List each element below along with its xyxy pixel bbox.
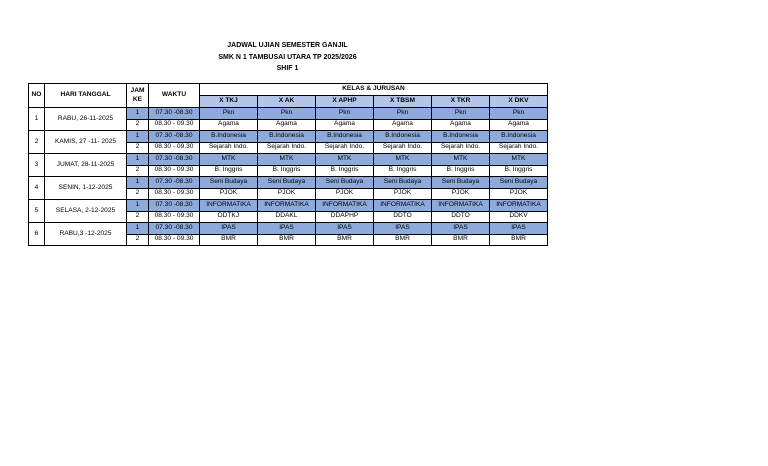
col-header-jam xyxy=(127,84,149,108)
subject-cell: MTK xyxy=(432,154,490,166)
subject-cell: Agama xyxy=(200,119,258,131)
subject-cell: B. Inggris xyxy=(200,165,258,177)
subject-cell: BMR xyxy=(316,234,374,246)
subject-cell: DDAPHP xyxy=(316,211,374,223)
subject-cell: Sejarah Indo. xyxy=(258,142,316,154)
subject-cell: Pkn xyxy=(316,108,374,120)
subject-cell: INFORMATIKA xyxy=(200,200,258,212)
subject-cell: MTK xyxy=(258,154,316,166)
session-time-cell: 07.30 -08.30 xyxy=(149,177,200,189)
subject-cell: INFORMATIKA xyxy=(258,200,316,212)
day-date-cell: RABU, 26-11-2025 xyxy=(45,108,127,131)
day-date-cell: SENIN, 1-12-2025 xyxy=(45,177,127,200)
subject-cell: MTK xyxy=(200,154,258,166)
subject-cell: INFORMATIKA xyxy=(316,200,374,212)
subject-cell: Seni Budaya xyxy=(490,177,548,189)
subject-cell: B.Indonesia xyxy=(374,131,432,143)
subject-cell: Agama xyxy=(316,119,374,131)
subject-cell: Seni Budaya xyxy=(432,177,490,189)
day-number-cell: 1 xyxy=(29,108,45,131)
session-time-cell: 08.30 - 09.30 xyxy=(149,211,200,223)
table-row xyxy=(29,200,548,212)
col-header-jam-line1: JAM xyxy=(130,86,145,94)
subject-cell: Pkn xyxy=(490,108,548,120)
subject-cell: Sejarah Indo. xyxy=(200,142,258,154)
session-time-cell: 08.30 - 09.30 xyxy=(149,188,200,200)
session-number-cell: 2 xyxy=(127,188,149,200)
day-date-cell: RABU,3 -12-2025 xyxy=(45,223,127,246)
subject-cell: Pkn xyxy=(258,108,316,120)
subject-cell: PJOK xyxy=(258,188,316,200)
subject-cell: Pkn xyxy=(200,108,258,120)
subject-cell: B.Indonesia xyxy=(258,131,316,143)
subject-cell: BMR xyxy=(490,234,548,246)
subject-cell: DDTO xyxy=(432,211,490,223)
session-time-cell: 07.30 -08.30 xyxy=(149,223,200,235)
session-time-cell: 08.30 - 09.30 xyxy=(149,234,200,246)
subject-cell: DDAKL xyxy=(258,211,316,223)
header-row-1 xyxy=(29,84,548,96)
title-line-2: SMK N 1 TAMBUSAI UTARA TP 2025/2026 xyxy=(218,53,357,61)
session-number-cell: 2 xyxy=(127,234,149,246)
col-header-jam-line2: KE xyxy=(132,95,143,103)
subject-cell: B. Inggris xyxy=(432,165,490,177)
subject-cell: PJOK xyxy=(432,188,490,200)
day-number-cell: 4 xyxy=(29,177,45,200)
session-time-cell: 07.30 -08.30 xyxy=(149,131,200,143)
subject-cell: IPAS xyxy=(432,223,490,235)
subject-cell: Seni Budaya xyxy=(258,177,316,189)
day-date-cell: JUMAT, 28-11-2025 xyxy=(45,154,127,177)
subject-cell: PJOK xyxy=(490,188,548,200)
subject-cell: PJOK xyxy=(200,188,258,200)
session-time-cell: 07.30 -08.30 xyxy=(149,108,200,120)
day-number-cell: 6 xyxy=(29,223,45,246)
session-time-cell: 08.30 - 09.30 xyxy=(149,165,200,177)
subject-cell: DDKV xyxy=(490,211,548,223)
subject-cell: PJOK xyxy=(316,188,374,200)
session-time-cell: 08.30 - 09.30 xyxy=(149,142,200,154)
col-header-time: WAKTU xyxy=(149,84,200,108)
subject-cell: B. Inggris xyxy=(316,165,374,177)
subject-cell: B. Inggris xyxy=(490,165,548,177)
subject-cell: BMR xyxy=(200,234,258,246)
subject-cell: PJOK xyxy=(374,188,432,200)
session-number-cell: 2 xyxy=(127,165,149,177)
subject-cell: INFORMATIKA xyxy=(432,200,490,212)
subject-cell: MTK xyxy=(374,154,432,166)
exam-schedule-table xyxy=(28,83,548,246)
col-header-class: X DKV xyxy=(490,96,548,108)
subject-cell: IPAS xyxy=(258,223,316,235)
subject-cell: Sejarah Indo. xyxy=(432,142,490,154)
subject-cell: Agama xyxy=(374,119,432,131)
day-date-cell: KAMIS, 27 -11- 2025 xyxy=(45,131,127,154)
subject-cell: MTK xyxy=(490,154,548,166)
subject-cell: INFORMATIKA xyxy=(374,200,432,212)
subject-cell: Seni Budaya xyxy=(374,177,432,189)
subject-cell: IPAS xyxy=(316,223,374,235)
subject-cell: Seni Budaya xyxy=(200,177,258,189)
session-number-cell: 1 xyxy=(127,154,149,166)
table-row xyxy=(29,131,548,143)
subject-cell: IPAS xyxy=(490,223,548,235)
col-header-class-group: KELAS & JURUSAN xyxy=(200,84,548,96)
session-time-cell: 07.30 -08.30 xyxy=(149,200,200,212)
subject-cell: B.Indonesia xyxy=(432,131,490,143)
col-header-class: X TKR xyxy=(432,96,490,108)
subject-cell: IPAS xyxy=(374,223,432,235)
day-number-cell: 3 xyxy=(29,154,45,177)
subject-cell: Sejarah Indo. xyxy=(490,142,548,154)
subject-cell: Pkn xyxy=(374,108,432,120)
col-header-no: NO xyxy=(29,84,45,108)
subject-cell: B.Indonesia xyxy=(490,131,548,143)
title-line-3: SHIF 1 xyxy=(276,65,299,72)
session-time-cell: 08.30 - 09.30 xyxy=(149,119,200,131)
subject-cell: MTK xyxy=(316,154,374,166)
subject-cell: B.Indonesia xyxy=(200,131,258,143)
title-line-1: JADWAL UJIAN SEMESTER GANJIL xyxy=(227,42,348,49)
subject-cell: Agama xyxy=(258,119,316,131)
table-row xyxy=(29,154,548,166)
session-number-cell: 1 xyxy=(127,108,149,120)
session-number-cell: 1 xyxy=(127,131,149,143)
col-header-class: X TBSM xyxy=(374,96,432,108)
subject-cell: BMR xyxy=(258,234,316,246)
subject-cell: B. Inggris xyxy=(258,165,316,177)
subject-cell: DDTO xyxy=(374,211,432,223)
col-header-class: X APHP xyxy=(316,96,374,108)
session-number-cell: 1 xyxy=(127,223,149,235)
subject-cell: B.Indonesia xyxy=(316,131,374,143)
table-head xyxy=(29,84,548,108)
session-number-cell: 2 xyxy=(127,142,149,154)
day-number-cell: 5 xyxy=(29,200,45,223)
session-time-cell: 07.30 -08.30 xyxy=(149,154,200,166)
table-row xyxy=(29,223,548,235)
session-number-cell: 1 xyxy=(127,177,149,189)
subject-cell: Agama xyxy=(490,119,548,131)
table-row xyxy=(29,108,548,120)
day-number-cell: 2 xyxy=(29,131,45,154)
subject-cell: Agama xyxy=(432,119,490,131)
subject-cell: Sejarah Indo. xyxy=(374,142,432,154)
col-header-class: X TKJ xyxy=(200,96,258,108)
subject-cell: INFORMATIKA xyxy=(490,200,548,212)
table-row xyxy=(29,177,548,189)
col-header-date: HARI TANGGAL xyxy=(45,84,127,108)
subject-cell: DDTKJ xyxy=(200,211,258,223)
day-date-cell: SELASA, 2-12-2025 xyxy=(45,200,127,223)
table-body xyxy=(29,108,548,246)
session-number-cell: 2 xyxy=(127,211,149,223)
subject-cell: B. Inggris xyxy=(374,165,432,177)
document-header xyxy=(28,40,547,75)
session-number-cell: 1 xyxy=(127,200,149,212)
subject-cell: Seni Budaya xyxy=(316,177,374,189)
subject-cell: BMR xyxy=(432,234,490,246)
subject-cell: Sejarah Indo. xyxy=(316,142,374,154)
session-number-cell: 2 xyxy=(127,119,149,131)
subject-cell: IPAS xyxy=(200,223,258,235)
col-header-class: X AK xyxy=(258,96,316,108)
subject-cell: Pkn xyxy=(432,108,490,120)
subject-cell: BMR xyxy=(374,234,432,246)
